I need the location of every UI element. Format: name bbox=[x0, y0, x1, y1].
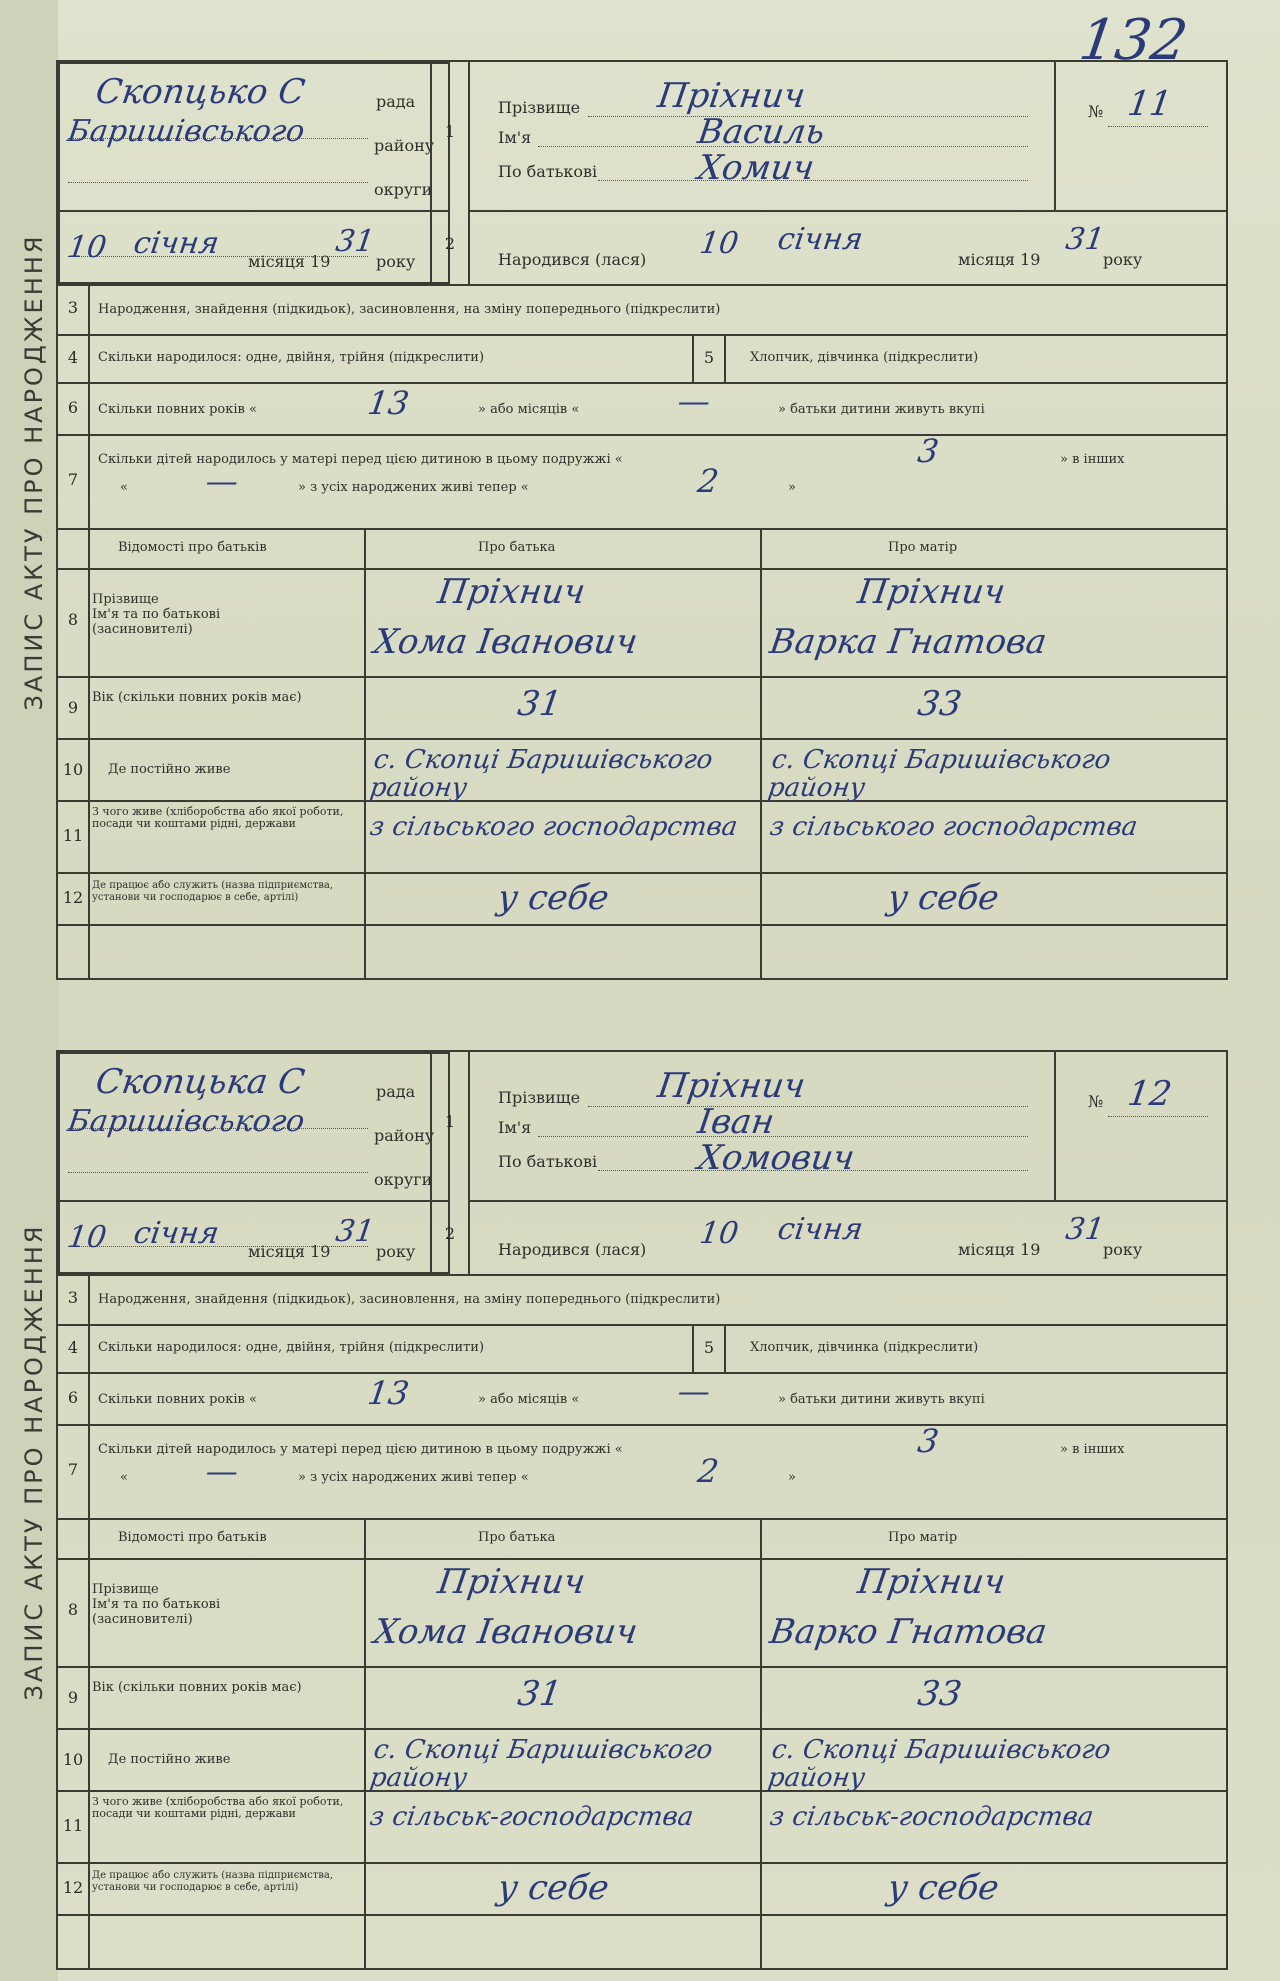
row-number-3: 3 bbox=[67, 1288, 79, 1307]
row12-text: Де працює або служить (назва підприємства, установи чи господарює в себе, артілі) bbox=[92, 880, 333, 903]
row10-text: Де постійно живе bbox=[108, 762, 231, 777]
mother-age-value: 33 bbox=[915, 1674, 965, 1714]
mother-work-value: у себе bbox=[885, 1868, 1002, 1908]
mother-age-value: 33 bbox=[915, 684, 965, 724]
father-name-value: Хома Іванович bbox=[371, 1612, 640, 1652]
birth-month-value: січня bbox=[775, 222, 866, 257]
mother-living-value: з сільськ-господарства bbox=[767, 1802, 1096, 1832]
row-number-7: 7 bbox=[67, 470, 79, 489]
row-number-11: 11 bbox=[62, 1816, 84, 1835]
mother-header: Про матір bbox=[888, 1530, 958, 1545]
rayon-label: району bbox=[374, 136, 435, 155]
row-number-2: 2 bbox=[444, 1224, 456, 1243]
children-other-value: — bbox=[203, 462, 241, 500]
side-title: ЗАПИС АКТУ ПРО НАРОДЖЕННЯ bbox=[20, 1223, 48, 1701]
row-number-10: 10 bbox=[62, 760, 84, 779]
born-month-label: місяця 19 bbox=[958, 250, 1041, 269]
row10-text: Де постійно живе bbox=[108, 1752, 231, 1767]
row7-open-quote: « bbox=[120, 480, 128, 495]
father-header: Про батька bbox=[478, 540, 556, 555]
row-number-9: 9 bbox=[67, 698, 79, 717]
record-number-value: 12 bbox=[1125, 1074, 1175, 1114]
children-this-marriage-value: 3 bbox=[915, 1422, 942, 1460]
row-number-4: 4 bbox=[67, 348, 79, 367]
child-name-value: Іван bbox=[695, 1102, 777, 1142]
row11-text: З чого живе (хліборобства або якої роботи, посади чи коштами рідні, держави bbox=[92, 805, 344, 830]
child-patronymic-value: Хомич bbox=[695, 148, 817, 188]
mother-residence-value: с. Скопці Баришівського району bbox=[765, 1735, 1113, 1793]
mother-header: Про матір bbox=[888, 540, 958, 555]
surname-label: Прізвище bbox=[498, 1088, 581, 1107]
birth-record-form bbox=[20, 60, 1228, 980]
row-number-4: 4 bbox=[67, 1338, 79, 1357]
father-residence-value: с. Скопці Баришівського району bbox=[367, 1735, 715, 1793]
birth-year-value: 31 bbox=[1063, 222, 1107, 257]
reg-month-value: січня bbox=[131, 226, 222, 261]
father-name-value: Хома Іванович bbox=[371, 622, 640, 662]
row6-months-label: » або місяців « bbox=[478, 1392, 580, 1407]
mother-name-value: Варко Гнатова bbox=[767, 1612, 1050, 1652]
birth-day-value: 10 bbox=[697, 226, 741, 261]
birth-day-value: 10 bbox=[697, 1216, 741, 1251]
record-number-label: № bbox=[1088, 102, 1104, 121]
father-age-value: 31 bbox=[515, 1674, 565, 1714]
years-together-value: 13 bbox=[365, 384, 412, 422]
row7-text: Скільки дітей народилось у матері перед цією дитиною в цьому подружжі « bbox=[98, 452, 623, 467]
reg-year-value: 31 bbox=[333, 1214, 377, 1249]
father-header: Про батька bbox=[478, 1530, 556, 1545]
reg-month-value: січня bbox=[131, 1216, 222, 1251]
rada-value: Скопцька С bbox=[93, 1062, 308, 1102]
row4-text: Скільки народилося: одне, двійня, трійня (підкреслити) bbox=[98, 1340, 485, 1355]
father-living-value: з сільськ-господарства bbox=[367, 1802, 696, 1832]
father-work-value: у себе bbox=[495, 878, 612, 918]
row-number-5: 5 bbox=[703, 1338, 715, 1357]
father-living-value: з сільського господарства bbox=[367, 812, 740, 842]
month-year-label: місяця 19 bbox=[248, 1242, 331, 1261]
parents-info-header: Відомості про батьків bbox=[118, 1530, 267, 1545]
reg-day-value: 10 bbox=[65, 1220, 109, 1255]
row-number-11: 11 bbox=[62, 826, 84, 845]
children-this-marriage-value: 3 bbox=[915, 432, 942, 470]
row-number-2: 2 bbox=[444, 234, 456, 253]
child-name-value: Василь bbox=[695, 112, 828, 152]
row7-open-quote: « bbox=[120, 1470, 128, 1485]
row6-months-label: » або місяців « bbox=[478, 402, 580, 417]
born-label: Народився (лася) bbox=[498, 250, 647, 269]
row11-text: З чого живе (хліборобства або якої роботи, посади чи коштами рідні, держави bbox=[92, 1795, 344, 1820]
okrugy-label: округи bbox=[374, 180, 433, 199]
row12-text: Де працює або служить (назва підприємства, установи чи господарює в себе, артілі) bbox=[92, 1870, 333, 1893]
row7-text: Скільки дітей народилось у матері перед цією дитиною в цьому подружжі « bbox=[98, 1442, 623, 1457]
row6-years-label: Скільки повних років « bbox=[98, 1392, 257, 1407]
father-surname-value: Пріхнич bbox=[435, 572, 588, 612]
okrugy-label: округи bbox=[374, 1170, 433, 1189]
born-year-label: року bbox=[1103, 1240, 1143, 1259]
alive-now-value: 2 bbox=[695, 1452, 722, 1490]
rayon-value: Баришівського bbox=[65, 114, 307, 149]
father-surname-value: Пріхнич bbox=[435, 1562, 588, 1602]
father-age-value: 31 bbox=[515, 684, 565, 724]
row7-other-label: » в інших bbox=[1060, 1442, 1125, 1457]
row-number-12: 12 bbox=[62, 888, 84, 907]
year-label: року bbox=[376, 1242, 416, 1261]
row6-years-label: Скільки повних років « bbox=[98, 402, 257, 417]
corner-stamp-number: 132 bbox=[1075, 8, 1192, 73]
reg-year-value: 31 bbox=[333, 224, 377, 259]
mother-living-value: з сільського господарства bbox=[767, 812, 1140, 842]
row7-close-quote: » bbox=[788, 1470, 796, 1485]
mother-name-value: Варка Гнатова bbox=[767, 622, 1050, 662]
children-other-value: — bbox=[203, 1452, 241, 1490]
row-number-1: 1 bbox=[444, 122, 456, 141]
born-label: Народився (лася) bbox=[498, 1240, 647, 1259]
row-number-5: 5 bbox=[703, 348, 715, 367]
months-together-value: — bbox=[675, 1372, 713, 1410]
mother-surname-value: Пріхнич bbox=[855, 572, 1008, 612]
rayon-value: Баришівського bbox=[65, 1104, 307, 1139]
row-number-7: 7 bbox=[67, 1460, 79, 1479]
row-number-8: 8 bbox=[67, 1600, 79, 1619]
birth-record-form bbox=[20, 1050, 1228, 1970]
mother-surname-value: Пріхнич bbox=[855, 1562, 1008, 1602]
birth-month-value: січня bbox=[775, 1212, 866, 1247]
child-surname-value: Пріхнич bbox=[655, 1066, 808, 1106]
row9-text: Вік (скільки повних років має) bbox=[92, 1680, 302, 1695]
patronymic-label: По батькові bbox=[498, 1152, 598, 1171]
row9-text: Вік (скільки повних років має) bbox=[92, 690, 302, 705]
row5-text: Хлопчик, дівчинка (підкреслити) bbox=[750, 350, 979, 365]
row3-text: Народження, знайдення (підкидьок), засиновлення, на зміну попереднього (підкреслити) bbox=[98, 1292, 721, 1307]
parents-info-header: Відомості про батьків bbox=[118, 540, 267, 555]
rada-value: Скопцько С bbox=[93, 72, 308, 112]
years-together-value: 13 bbox=[365, 1374, 412, 1412]
row7-other-label: » в інших bbox=[1060, 452, 1125, 467]
surname-label: Прізвище bbox=[498, 98, 581, 117]
year-label: року bbox=[376, 252, 416, 271]
row7-alive-label: » з усіх народжених живі тепер « bbox=[298, 1470, 529, 1485]
reg-day-value: 10 bbox=[65, 230, 109, 265]
record-number-label: № bbox=[1088, 1092, 1104, 1111]
row-number-10: 10 bbox=[62, 1750, 84, 1769]
patronymic-label: По батькові bbox=[498, 162, 598, 181]
row-number-6: 6 bbox=[67, 398, 79, 417]
row6-together-label: » батьки дитини живуть вкупі bbox=[778, 1392, 985, 1407]
rayon-label: району bbox=[374, 1126, 435, 1145]
month-year-label: місяця 19 bbox=[248, 252, 331, 271]
row-number-1: 1 bbox=[444, 1112, 456, 1131]
row6-together-label: » батьки дитини живуть вкупі bbox=[778, 402, 985, 417]
rada-label: рада bbox=[376, 1082, 416, 1101]
row8-text: Прізвище Ім'я та по батькові (засиновителі) bbox=[92, 1582, 221, 1627]
child-surname-value: Пріхнич bbox=[655, 76, 808, 116]
row-number-6: 6 bbox=[67, 1388, 79, 1407]
name-label: Ім'я bbox=[498, 1118, 532, 1137]
born-year-label: року bbox=[1103, 250, 1143, 269]
mother-work-value: у себе bbox=[885, 878, 1002, 918]
father-residence-value: с. Скопці Баришівського району bbox=[367, 745, 715, 803]
row8-text: Прізвище Ім'я та по батькові (засиновителі) bbox=[92, 592, 221, 637]
row4-text: Скільки народилося: одне, двійня, трійня (підкреслити) bbox=[98, 350, 485, 365]
record-number-value: 11 bbox=[1125, 84, 1175, 124]
alive-now-value: 2 bbox=[695, 462, 722, 500]
side-title: ЗАПИС АКТУ ПРО НАРОДЖЕННЯ bbox=[20, 233, 48, 711]
row-number-3: 3 bbox=[67, 298, 79, 317]
name-label: Ім'я bbox=[498, 128, 532, 147]
row-number-12: 12 bbox=[62, 1878, 84, 1897]
father-work-value: у себе bbox=[495, 1868, 612, 1908]
rada-label: рада bbox=[376, 92, 416, 111]
child-patronymic-value: Хомович bbox=[695, 1138, 857, 1178]
row7-alive-label: » з усіх народжених живі тепер « bbox=[298, 480, 529, 495]
months-together-value: — bbox=[675, 382, 713, 420]
birth-year-value: 31 bbox=[1063, 1212, 1107, 1247]
row-number-9: 9 bbox=[67, 1688, 79, 1707]
row7-close-quote: » bbox=[788, 480, 796, 495]
row5-text: Хлопчик, дівчинка (підкреслити) bbox=[750, 1340, 979, 1355]
row-number-8: 8 bbox=[67, 610, 79, 629]
born-month-label: місяця 19 bbox=[958, 1240, 1041, 1259]
row3-text: Народження, знайдення (підкидьок), засиновлення, на зміну попереднього (підкреслити) bbox=[98, 302, 721, 317]
mother-residence-value: с. Скопці Баришівського району bbox=[765, 745, 1113, 803]
